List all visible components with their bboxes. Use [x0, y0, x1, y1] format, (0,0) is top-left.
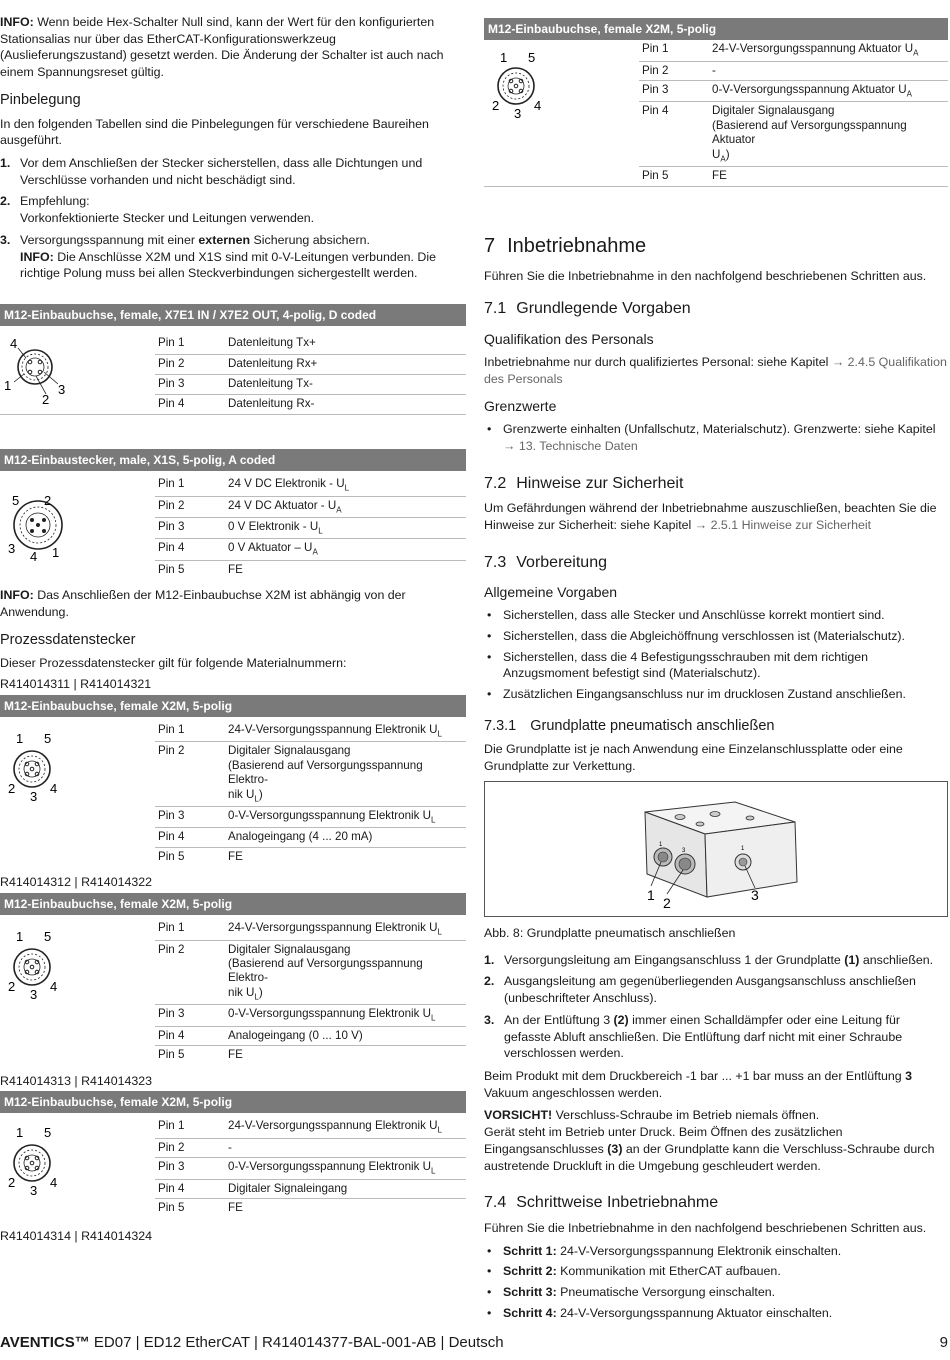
step-list	[484, 1243, 948, 1322]
pin-label: 1	[4, 378, 12, 394]
left-column	[0, 14, 466, 1246]
table-row: Pin 2 24 V DC Aktuator - $U_A$	[155, 496, 466, 517]
pin-table-title: M12-Einbaubuchse, female X2M, 5-polig	[0, 1091, 466, 1113]
pin-label: 1	[52, 545, 60, 561]
subsection-title: Allgemeine Vorgaben	[484, 584, 618, 601]
m12-5pin-female-connector-icon	[484, 40, 639, 185]
section-title: 7.4 Schrittweise Inbetriebnahme	[484, 1194, 719, 1212]
table-row: Pin 3 0-V-Versorgungsspannung Elektronik $U_L$	[155, 806, 466, 827]
figure-caption: Abb. 8: Grundplatte pneumatisch anschließen	[484, 925, 736, 940]
m12-5pin-female-connector-icon	[0, 919, 155, 1064]
table-row: Pin 2 Digitaler Signalausgang (Basierend auf Versorgungsspannung Elektro- nik $U_L$)	[155, 940, 466, 1005]
table-row: Pin 4 Digitaler Signaleingang	[155, 1179, 466, 1198]
table-row: Pin 2 Digitaler Signalausgang (Basierend auf Versorgungsspannung Elektro- nik $U_L$)	[155, 742, 466, 807]
section-title: 7.3 Vorbereitung	[484, 553, 607, 571]
chapter-text: Führen Sie die Inbetriebnahme in den nachfolgend beschriebenen Schritten aus.	[484, 268, 927, 283]
pin-label: 5	[12, 493, 20, 509]
pin-table-title: M12-Einbaubuchse, female X2M, 5-polig	[0, 893, 466, 915]
list-item: • Sicherstellen, dass die 4 Befestigungsschrauben mit dem richtigen Anzugsmoment befestigt sind (Materialschutz).	[484, 649, 948, 682]
table-row: Pin 4 0 V Aktuator – $U_A$	[155, 539, 466, 560]
list-item: • Zusätzlichen Eingangsanschluss nur im drucklosen Zustand anschließen.	[484, 686, 948, 703]
pin-label: 2	[44, 493, 52, 509]
pin-table-x7e	[0, 304, 466, 415]
list-item: • Sicherstellen, dass die Abgleichöffnung verschlossen ist (Materialschutz).	[484, 628, 948, 645]
table-row: Pin 3 0 V Elektronik - $U_L$	[155, 518, 466, 539]
table-row: Pin 5 FE	[158, 1048, 243, 1062]
pin-label: 4	[30, 549, 38, 565]
chapter-link[interactable]: → 2.4.5 Qualifikation des Personals	[484, 354, 947, 386]
x2m-info: INFO: Das Anschließen der M12-Einbaubuchse X2M ist abhängig von der Anwendung.	[0, 588, 406, 619]
pin-table-x2m-3	[0, 1091, 466, 1217]
grundplatte-text: Die Grundplatte ist je nach Anwendung eine Einzelanschlussplatte oder eine Grundplatte zur Verkettung.	[484, 742, 903, 774]
material-numbers: R414014312 | R414014322	[0, 875, 153, 890]
pin-table-title: M12-Einbaubuchse, female X2M, 5-polig	[484, 18, 948, 40]
figure-label: 2	[663, 894, 671, 911]
step-item: 1. Versorgungsleitung am Eingangsanschluss 1 der Grundplatte (1) anschließen.	[484, 952, 934, 967]
table-row: Pin 2 Datenleitung Rx+	[155, 354, 466, 374]
step-item: 1. Vor dem Anschließen der Stecker sicherstellen, dass alle Dichtungen und Verschlüsse vorhanden und nicht beschädigt sind.	[0, 155, 423, 187]
subsection-title: Qualifikation des Personals	[484, 330, 654, 347]
pin-table-title: M12-Einbaustecker, male, X1S, 5-polig, A coded	[0, 449, 466, 471]
chapter-link[interactable]: → 13. Technische Daten	[503, 438, 638, 453]
pin-label: 5	[528, 50, 536, 66]
pinbelegung-title: Pinbelegung	[0, 91, 81, 108]
pin-label: 3	[514, 106, 522, 122]
m12-5pin-female-connector-icon	[0, 721, 155, 866]
m12-5pin-male-connector-icon	[0, 475, 155, 579]
pin-label: 5	[44, 730, 52, 746]
figure-label: 3	[751, 886, 759, 903]
list-item: • Schritt 4: 24-V-Versorgungsspannung Aktuator einschalten.	[484, 1305, 948, 1322]
chapter-title: 7 Inbetriebnahme	[484, 234, 647, 257]
figure-label: 1	[647, 886, 655, 903]
pin-label: 4	[534, 98, 542, 114]
table-row: Pin 4 Analogeingang (0 ... 10 V)	[155, 1026, 466, 1045]
pin-table-x1s	[0, 449, 466, 579]
pin-label: 4	[50, 979, 58, 995]
pin-label: 5	[44, 1125, 52, 1141]
material-numbers: R414014314 | R414014324	[0, 1228, 153, 1243]
table-row: Pin 3 0-V-Versorgungsspannung Aktuator $U_A$	[639, 80, 948, 101]
table-row: Pin 2 -	[155, 1138, 466, 1157]
pin-label: 2	[8, 1175, 16, 1191]
pin-label: 1	[16, 730, 24, 746]
chapter-link[interactable]: → 2.5.1 Hinweise zur Sicherheit	[694, 517, 872, 532]
step-item: 2. Ausgangsleitung am gegenüberliegenden Ausgangsanschluss anschließen (unbeschrifteter Anschluss).	[484, 974, 916, 1006]
connect-steps	[0, 155, 466, 282]
table-row: Pin 1 24-V-Versorgungsspannung Elektronik $U_L$	[155, 919, 466, 940]
pin-table-x2m-4	[484, 18, 948, 187]
table-row: Pin 1 24-V-Versorgungsspannung Elektronik $U_L$	[155, 721, 466, 742]
m12-5pin-female-connector-icon	[0, 1117, 155, 1217]
pin-label: 4	[50, 1175, 58, 1191]
intro-info: INFO: Wenn beide Hex-Schalter Null sind, kann der Wert für den konfigurierten Stationsalias nur über das EtherCAT-Konfigurationswerkzeug (Auslieferungszustand) gesetzt werden. Die Änderung der Schalter ist auch nach einem Spannungsreset gültig.	[0, 15, 444, 80]
pin-label: 2	[8, 979, 16, 995]
table-row: Pin 4 Analogeingang (4 ... 20 mA)	[155, 828, 466, 847]
svg-text:1: 1	[741, 845, 745, 852]
pneumatic-steps	[484, 952, 948, 1062]
list-item: • Grenzwerte einhalten (Unfallschutz, Materialschutz). Grenzwerte: siehe Kapitel → 13. Technische Daten	[484, 421, 948, 454]
pin-label: 3	[30, 788, 38, 804]
list-item: • Schritt 3: Pneumatische Versorgung einschalten.	[484, 1284, 948, 1301]
table-row: Pin 1 24 V DC Elektronik - $U_L$	[155, 475, 466, 496]
right-column	[484, 14, 948, 1328]
footer-text: AVENTICS™ ED07 | ED12 EtherCAT | R414014377-BAL-001-AB | Deutsch	[0, 1334, 504, 1351]
vorsicht-text: VORSICHT! Verschluss-Schraube im Betrieb niemals öffnen. Gerät steht im Betrieb unter Druck. Beim Öffnen des zusätzlichen Eingangsanschlusses (3) an der Grundplatte kann die Verschluss-Schraube durch austretende Druckluft in die Umgebung geschleudert werden.	[484, 1108, 935, 1173]
svg-text:1: 1	[659, 841, 663, 848]
pin-label: 5	[44, 929, 52, 945]
table-row: Pin 3 0-V-Versorgungsspannung Elektronik $U_L$	[155, 1158, 466, 1179]
pin-table	[155, 721, 466, 866]
pin-label: 2	[8, 780, 16, 796]
table-row: Pin 5 FE	[158, 849, 243, 863]
allg-list	[484, 607, 948, 703]
page-number: 9	[939, 1334, 948, 1351]
safety-text: Um Gefährdungen während der Inbetriebnahme auszuschließen, beachten Sie die Hinweise zur Sicherheit: siehe Kapitel → 2.5.1 Hinweise zur Sicherheit	[484, 501, 937, 532]
pin-table	[155, 919, 466, 1064]
pin-table	[155, 1117, 466, 1217]
qual-text: Inbetriebnahme nur durch qualifiziertes Personal: siehe Kapitel → 2.4.5 Qualifikation des Personals	[484, 354, 947, 386]
section-title: 7.1 Grundlegende Vorgaben	[484, 300, 691, 318]
pin-label: 4	[10, 336, 18, 352]
svg-text:3: 3	[682, 847, 686, 854]
table-row: Pin 1 24-V-Versorgungsspannung Aktuator $U_A$	[639, 40, 948, 61]
list-item: • Sicherstellen, dass alle Stecker und Anschlüsse korrekt montiert sind.	[484, 607, 948, 624]
pin-label: 2	[42, 392, 50, 408]
table-row: Pin 4 Digitaler Signalausgang (Basierend auf Versorgungsspannung Aktuator $U_A$)	[639, 102, 948, 167]
pin-label: 1	[16, 1125, 24, 1141]
table-row: Pin 3 Datenleitung Tx-	[155, 374, 466, 394]
m12-4pin-connector-icon	[0, 334, 155, 414]
grenz-list	[484, 421, 948, 454]
pin-table	[639, 40, 948, 185]
s74-text: Führen Sie die Inbetriebnahme in den nachfolgend beschriebenen Schritten aus.	[484, 1220, 927, 1235]
list-item: • Schritt 2: Kommunikation mit EtherCAT aufbauen.	[484, 1263, 948, 1280]
grundplatte-illustration	[485, 782, 947, 914]
table-row: Pin 1 Datenleitung Tx+	[155, 334, 466, 354]
table-row: Pin 5 FE	[642, 169, 727, 183]
step-item: 2. Empfehlung: Vorkonfektionierte Stecker und Leitungen verwenden.	[0, 194, 315, 226]
subsection-title: Grenzwerte	[484, 398, 557, 415]
pin-label: 1	[16, 929, 24, 945]
table-row: Pin 5 FE	[158, 1201, 243, 1215]
pin-label: 3	[58, 382, 66, 398]
list-item: • Schritt 1: 24-V-Versorgungsspannung Elektronik einschalten.	[484, 1243, 948, 1260]
subsection-title: 7.3.1 Grundplatte pneumatisch anschließen	[484, 717, 775, 734]
prozess-title: Prozessdatenstecker	[0, 631, 136, 648]
table-row: Pin 1 24-V-Versorgungsspannung Elektronik $U_L$	[155, 1117, 466, 1138]
table-row: Pin 5 FE	[158, 562, 243, 576]
druck-text: Beim Produkt mit dem Druckbereich -1 bar ... +1 bar muss an der Entlüftung 3 Vakuum angeschlossen werden.	[484, 1068, 913, 1100]
pin-label: 1	[500, 50, 508, 66]
pin-table-x2m-1	[0, 695, 466, 867]
pin-label: 4	[50, 780, 58, 796]
pin-label: 3	[8, 541, 16, 557]
pin-table	[155, 334, 466, 414]
pin-table	[155, 475, 466, 579]
pinbelegung-text: In den folgenden Tabellen sind die Pinbelegungen für verschiedene Baureihen ausgeführt.	[0, 116, 429, 148]
pin-table-x2m-2	[0, 893, 466, 1065]
table-row: Pin 2 -	[639, 61, 948, 80]
pin-label: 3	[30, 987, 38, 1003]
material-numbers: R414014313 | R414014323	[0, 1073, 153, 1088]
step-item: 3. Versorgungsspannung mit einer externen Sicherung absichern. INFO: Die Anschlüsse X2M und X1S sind mit 0-V-Leitungen verbunden. Die richtige Polung muss bei allen Steckverbindungen sichergestellt werden.	[0, 232, 437, 281]
pin-label: 2	[492, 98, 500, 114]
step-item: 3. An der Entlüftung 3 (2) immer einen Schalldämpfer oder eine Leitung für gefasste Abluft anschließen. Die Entlüftung darf nicht mit einer Schraube verschlossen werden.	[484, 1012, 903, 1061]
page-footer	[0, 1333, 948, 1353]
pin-label: 3	[30, 1183, 38, 1199]
table-row: Pin 3 0-V-Versorgungsspannung Elektronik $U_L$	[155, 1005, 466, 1026]
pin-table-title: M12-Einbaubuchse, female X2M, 5-polig	[0, 695, 466, 717]
table-row: Pin 4 Datenleitung Rx-	[158, 397, 315, 411]
material-numbers: R414014311 | R414014321	[0, 676, 152, 691]
section-title: 7.2 Hinweise zur Sicherheit	[484, 474, 684, 492]
pin-table-title: M12-Einbaubuchse, female, X7E1 IN / X7E2 OUT, 4-polig, D coded	[0, 304, 466, 326]
grundplatte-figure	[484, 781, 948, 917]
prozess-text: Dieser Prozessdatenstecker gilt für folgende Materialnummern:	[0, 656, 347, 671]
